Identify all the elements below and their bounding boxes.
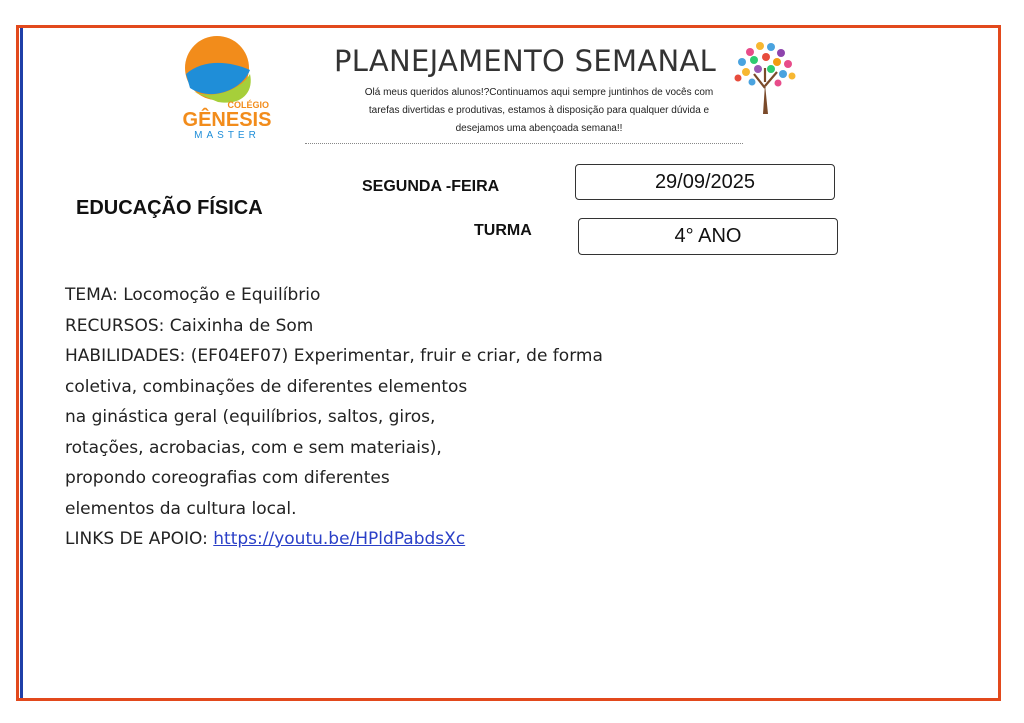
greeting-line: Olá meus queridos alunos!?Continuamos aqui sempre juntinhos de vocês com [364, 87, 714, 98]
lesson-content [65, 280, 705, 555]
lesson-line: TEMA: Locomoção e Equilíbrio [65, 285, 321, 305]
support-links-label: LINKS DE APOIO: [65, 529, 214, 549]
logo-line2: GÊNESIS [182, 109, 272, 131]
lesson-line: coletiva, combinações de diferentes elementos [65, 376, 468, 397]
colorful-tree-icon [730, 38, 800, 116]
lesson-line: RECURSOS: Caixinha de Som [65, 315, 314, 336]
lesson-line: rotações, acrobacias, com e sem materiais), [65, 437, 442, 458]
greeting-line: desejamos uma abençoada semana!! [455, 123, 623, 134]
subject-title: EDUCAÇÃO FÍSICA [76, 197, 263, 219]
blue-side-bar [20, 28, 23, 698]
page-title: PLANEJAMENTO SEMANAL [333, 44, 717, 78]
youtube-link[interactable]: https://youtu.be/HPldPabdsXc [213, 529, 466, 549]
greeting-line: tarefas divertidas e produtivas, estamos à disposição para qualquer dúvida e [368, 105, 710, 116]
lesson-line: HABILIDADES: (EF04EF07) Experimentar, fruir e criar, de forma [65, 346, 603, 366]
lesson-line: propondo coreografias com diferentes [65, 468, 390, 488]
day-label: SEGUNDA -FEIRA [362, 178, 500, 195]
logo-line3: MASTER [194, 130, 260, 141]
turma-label: TURMA [474, 222, 532, 239]
lesson-line: elementos da cultura local. [65, 498, 297, 519]
support-links-row [65, 524, 705, 555]
logo-line1: COLÉGIO [227, 100, 269, 110]
class-box: 4° ANO [578, 218, 838, 255]
school-logo [172, 30, 282, 142]
header-divider [305, 143, 743, 144]
date-box: 29/09/2025 [575, 164, 835, 200]
lesson-line: na ginástica geral (equilíbrios, saltos, giros, [65, 407, 436, 427]
greeting-text [350, 84, 728, 138]
